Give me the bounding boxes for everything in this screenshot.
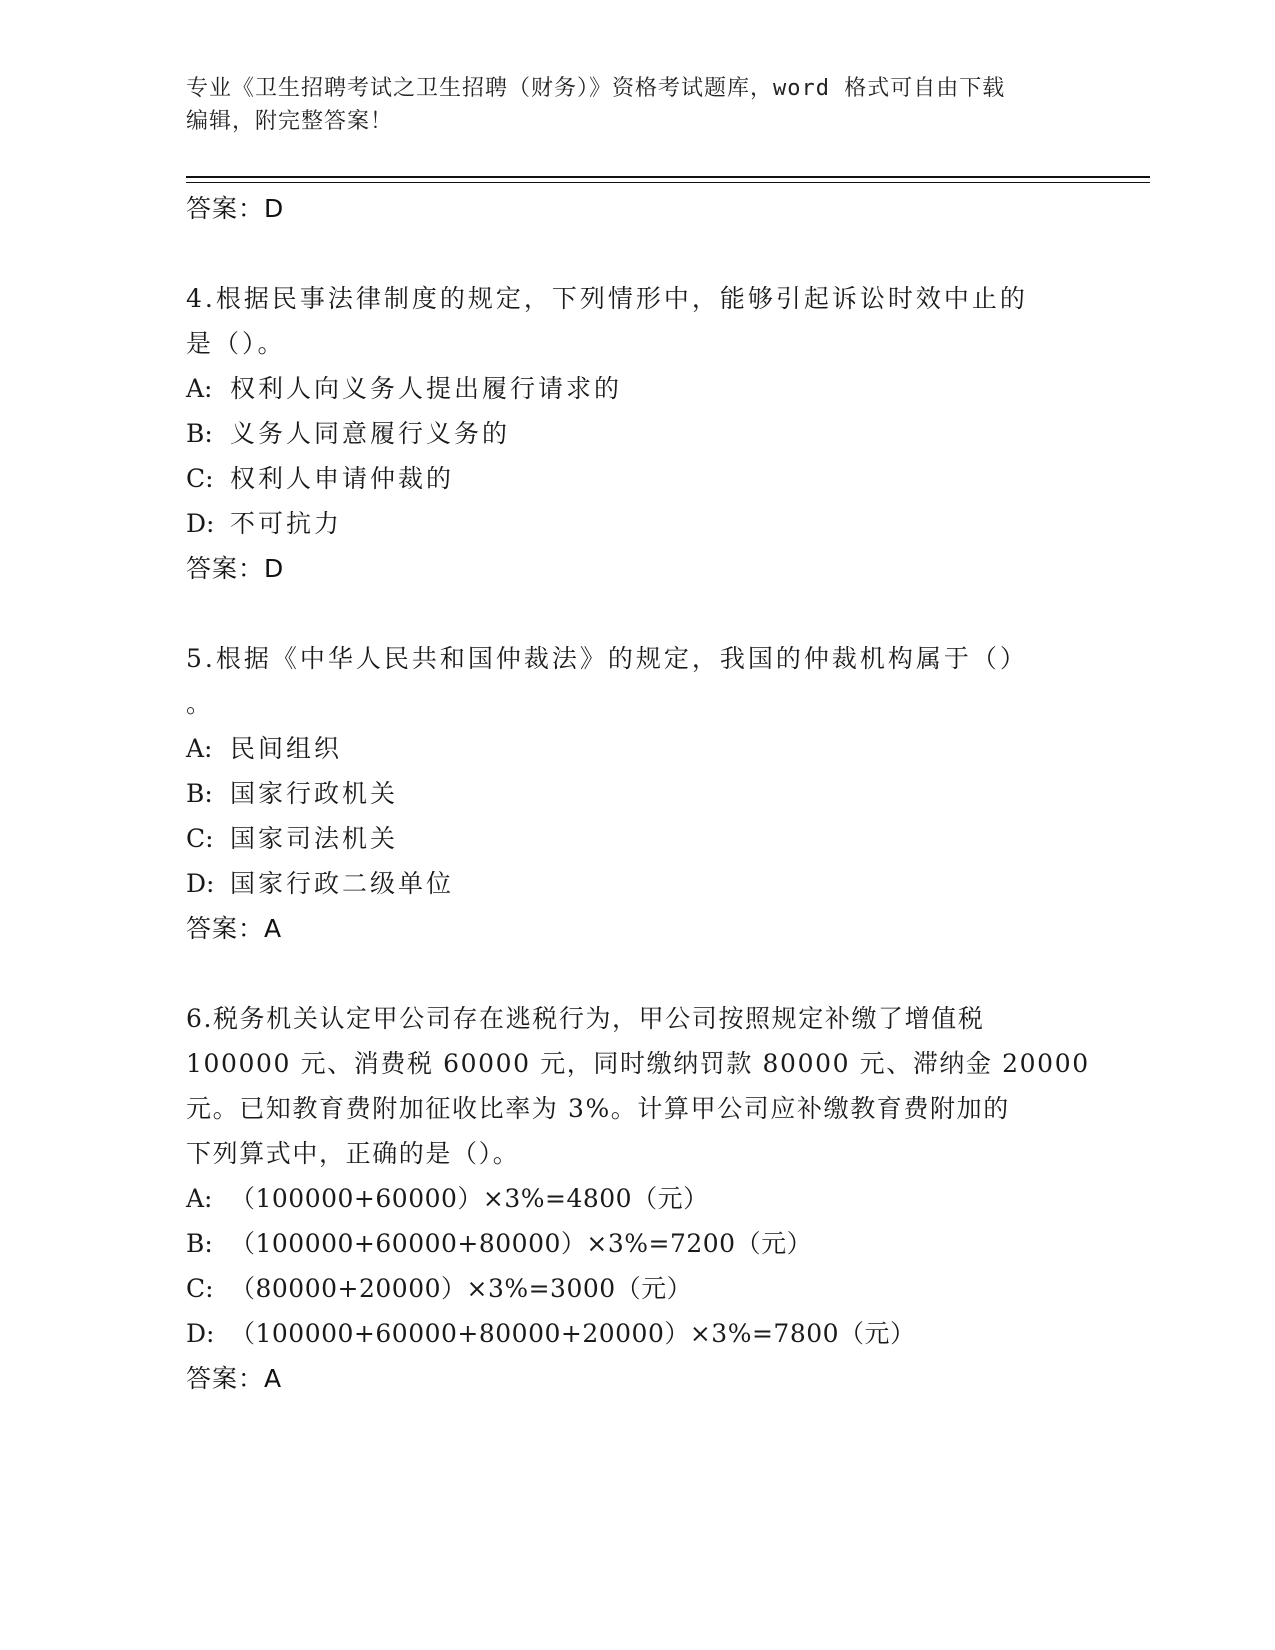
question-6-option-b <box>186 1221 1066 1266</box>
option-key: C: <box>186 824 214 853</box>
question-6-option-c <box>186 1266 1066 1311</box>
question-4 <box>186 276 1066 546</box>
option-text: （100000+60000）×3%=4800（元） <box>230 1184 709 1213</box>
question-4-option-d <box>186 501 1066 546</box>
option-key: B: <box>186 1229 213 1258</box>
question-6 <box>186 996 1090 1356</box>
option-key: D: <box>186 869 215 898</box>
option-key: B: <box>186 779 213 808</box>
question-5-option-d <box>186 861 1066 906</box>
option-key: A: <box>186 734 213 763</box>
question-list <box>186 186 1090 1401</box>
option-text: （100000+60000+80000）×3%=7200（元） <box>230 1229 813 1258</box>
option-text: （100000+60000+80000+20000）×3%=7800（元） <box>230 1319 916 1348</box>
document-header <box>186 72 1066 138</box>
question-6-option-a <box>186 1176 1066 1221</box>
answer-q5: 答案：A <box>186 914 283 943</box>
question-5-option-b <box>186 771 1066 816</box>
question-4-text-line-1: 4.根据民事法律制度的规定，下列情形中，能够引起诉讼时效中止的 <box>186 284 1028 313</box>
option-text: 权利人向义务人提出履行请求的 <box>230 374 623 403</box>
option-key: C: <box>186 464 214 493</box>
option-text: 国家行政二级单位 <box>230 869 455 898</box>
option-key: C: <box>186 1274 214 1303</box>
answer-q6: 答案：A <box>186 1364 283 1393</box>
header-rule-thin <box>186 182 1150 183</box>
question-5-text-line-1: 5.根据《中华人民共和国仲裁法》的规定，我国的仲裁机构属于（） <box>186 644 1028 673</box>
option-key: D: <box>186 509 215 538</box>
option-text: 不可抗力 <box>230 509 343 538</box>
answer-q3: 答案：D <box>186 194 285 223</box>
question-4-option-b <box>186 411 1066 456</box>
option-text: 国家行政机关 <box>230 779 399 808</box>
spacer <box>186 951 1066 996</box>
question-6-text-line-4: 下列算式中，正确的是（）。 <box>186 1139 520 1168</box>
spacer <box>186 591 1066 636</box>
option-text: （80000+20000）×3%=3000（元） <box>230 1274 693 1303</box>
option-text: 民间组织 <box>230 734 343 763</box>
option-text: 国家司法机关 <box>230 824 399 853</box>
question-6-text-line-3: 元。已知教育费附加征收比率为 3%。计算甲公司应补缴教育费附加的 <box>186 1094 1010 1123</box>
option-key: A: <box>186 374 213 403</box>
question-5-option-c <box>186 816 1066 861</box>
answer-q4: 答案：D <box>186 554 285 583</box>
question-5 <box>186 636 1066 906</box>
header-line-2: 编辑，附完整答案！ <box>186 109 394 134</box>
option-text: 义务人同意履行义务的 <box>230 419 511 448</box>
question-6-option-d <box>186 1311 1066 1356</box>
question-6-text-line-1: 6.税务机关认定甲公司存在逃税行为，甲公司按照规定补缴了增值税 <box>186 1004 985 1033</box>
question-4-text-line-2: 是（）。 <box>186 329 286 358</box>
question-6-text-line-2: 100000 元、消费税 60000 元，同时缴纳罚款 80000 元、滞纳金 20000 <box>186 1049 1090 1078</box>
option-text: 权利人申请仲裁的 <box>230 464 455 493</box>
option-key: A: <box>186 1184 213 1213</box>
question-5-text-line-2: 。 <box>186 689 215 718</box>
question-4-option-c <box>186 456 1066 501</box>
option-key: D: <box>186 1319 215 1348</box>
header-rule-thick <box>186 176 1150 178</box>
spacer <box>186 231 1066 276</box>
question-4-option-a <box>186 366 1066 411</box>
question-5-option-a <box>186 726 1066 771</box>
option-key: B: <box>186 419 213 448</box>
header-line-1: 专业《卫生招聘考试之卫生招聘（财务）》资格考试题库，word 格式可自由下载 <box>186 76 1006 101</box>
